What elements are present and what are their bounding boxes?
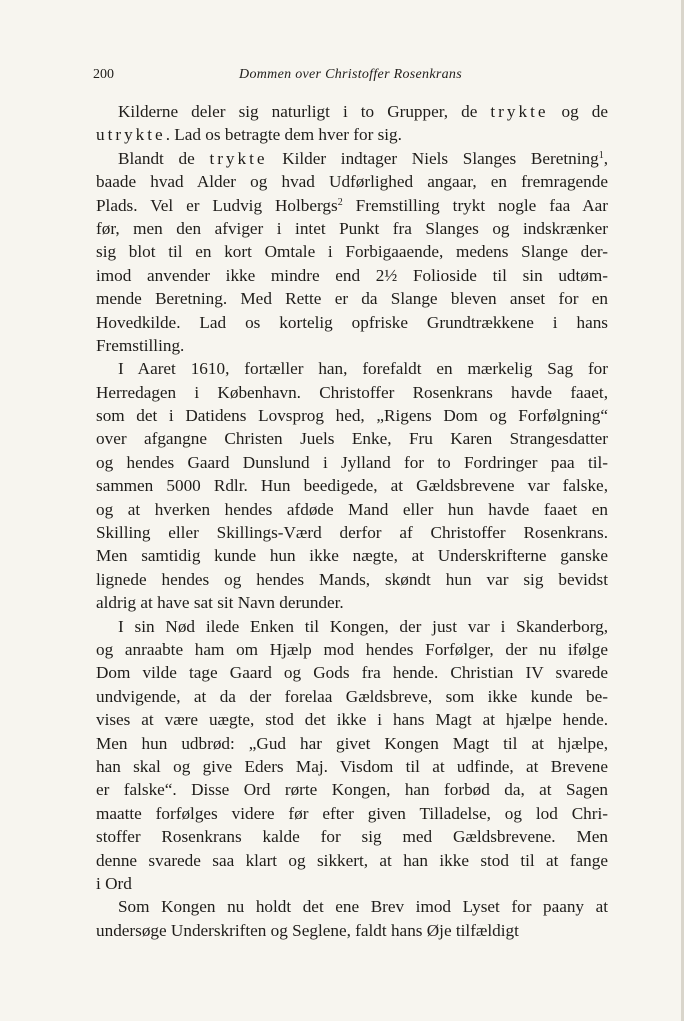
text-segment: , [603, 148, 608, 168]
text-segment: Herredagen i København. Christoffer Rosenkrans havde faaet, [96, 382, 608, 402]
text-line [96, 334, 608, 357]
text-line [96, 825, 608, 848]
text-line [96, 194, 608, 217]
spaced-word: utrykte [96, 125, 166, 145]
text-line [96, 708, 608, 731]
text-line [96, 802, 608, 825]
text-line [96, 615, 608, 638]
text-segment: som det i Datidens Lovsprog hed, „Rigens Dom og Forfølgning“ [96, 406, 608, 426]
text-line [96, 427, 608, 450]
text-segment: aldrig at have sat sit Navn derunder. [96, 593, 344, 613]
text-segment: maatte forfølges videre før efter given Tilladelse, og lod Chri- [96, 803, 608, 823]
text-segment: stoffer Rosenkrans kalde for sig med Gældsbrevene. Men [96, 827, 608, 847]
text-line [96, 311, 608, 334]
text-segment: Hovedkilde. Lad os kortelig opfriske Grundtrækkene i hans [96, 312, 608, 332]
text-segment: før, men den afviger i intet Punkt fra Slanges og indskrænker [96, 218, 608, 238]
text-segment: baade hvad Alder og hvad Udførlighed angaar, en fremragende [96, 172, 608, 192]
text-line [96, 895, 608, 918]
text-line [96, 217, 608, 240]
text-line [96, 474, 608, 497]
text-line [96, 170, 608, 193]
text-segment: Plads. Vel er Ludvig Holbergs [96, 195, 338, 215]
text-segment: undersøge Underskriften og Seglene, faldt hans Øje tilfældigt [96, 920, 519, 940]
text-line [96, 544, 608, 567]
text-segment: vises at være uægte, stod det ikke i hans Magt at hjælpe hende. [96, 710, 608, 730]
text-line [96, 357, 608, 380]
text-segment: sig blot til en kort Omtale i Forbigaaende, medens Slange der- [96, 242, 608, 262]
paragraph [96, 147, 608, 358]
text-segment: Kilderne deler sig naturligt i to Grupper, de [118, 102, 491, 121]
text-segment: Skilling eller Skillings-Værd derfor af Christoffer Rosenkrans. [96, 523, 608, 543]
paragraph [96, 357, 608, 614]
text-segment: over afgangne Christen Juels Enke, Fru Karen Strangesdatter [96, 429, 608, 449]
text-line [96, 778, 608, 801]
page-number: 200 [93, 67, 114, 82]
text-segment: og anraabte ham om Hjælp mod hendes Forfølger, der nu ifølge [96, 639, 608, 659]
text-line [96, 849, 608, 872]
text-line [96, 264, 608, 287]
text-segment: Fremstilling trykt nogle faa Aar [342, 195, 608, 215]
text-segment: denne svarede saa klart og sikkert, at han ikke stod til at fange [96, 850, 608, 870]
text-segment: Men samtidig kunde hun ikke nægte, at Underskrifterne ganske [96, 546, 608, 566]
text-segment: imod anvender ikke mindre end 2½ Folioside til sin udtøm- [96, 265, 608, 285]
text-line [96, 498, 608, 521]
text-line [96, 872, 608, 895]
text-segment: Dom vilde tage Gaard og Gods fra hende. Christian IV svarede [96, 663, 608, 683]
text-segment: han skal og give Eders Maj. Visdom til at udfinde, at Brevene [96, 756, 608, 776]
text-segment: og de [548, 102, 608, 121]
spaced-word: trykte [490, 102, 549, 121]
text-line [96, 147, 608, 170]
text-line [96, 521, 608, 544]
footnote-marker: 2 [337, 196, 343, 208]
text-line [96, 685, 608, 708]
running-title: Dommen over Christoffer Rosenkrans [239, 67, 462, 82]
text-segment: og hendes Gaard Dunslund i Jylland for to Fordringer paa til- [96, 452, 608, 472]
text-line [96, 591, 608, 614]
text-line [96, 240, 608, 263]
text-line [96, 404, 608, 427]
paragraph [96, 615, 608, 896]
text-line [96, 755, 608, 778]
text-segment: Fremstilling. [96, 335, 185, 355]
text-segment: I sin Nød ilede Enken til Kongen, der just var i Skanderborg, [118, 616, 608, 636]
paragraph [96, 100, 608, 147]
text-line [96, 381, 608, 404]
text-line [96, 451, 608, 474]
text-segment: lignede hendes og hendes Mands, skøndt hun var sig bevidst [96, 569, 608, 589]
text-line [96, 100, 608, 123]
text-segment: sammen 5000 Rdlr. Hun beedigede, at Gældsbrevene var falske, [96, 476, 608, 496]
text-segment: Men hun udbrød: „Gud har givet Kongen Magt til at hjælpe, [96, 733, 608, 753]
text-line [96, 123, 608, 146]
text-segment: er falske“. Disse Ord rørte Kongen, han forbød da, at Sagen [96, 780, 608, 800]
text-segment: I Aaret 1610, fortæller han, forefaldt en mærkelig Sag for [118, 359, 608, 379]
text-segment: . Lad os betragte dem hver for sig. [165, 125, 402, 145]
body-text [96, 100, 608, 942]
text-segment: og at hverken hendes afdøde Mand eller hun havde faaet en [96, 499, 608, 519]
spaced-word: trykte [209, 148, 268, 168]
text-line [96, 287, 608, 310]
text-segment: undvigende, at da der forelaa Gældsbreve, som ikke kunde be- [96, 686, 608, 706]
text-line [96, 638, 608, 661]
text-line [96, 661, 608, 684]
text-segment: Blandt de [118, 148, 210, 168]
text-line [96, 568, 608, 591]
text-segment: Kilder indtager Niels Slanges Beretning [267, 148, 599, 168]
text-segment: i Ord [96, 873, 132, 893]
text-segment: mende Beretning. Med Rette er da Slange bleven anset for en [96, 289, 608, 309]
paragraph [96, 895, 608, 942]
text-line [96, 919, 608, 942]
text-line [96, 732, 608, 755]
footnote-marker: 1 [598, 149, 604, 161]
text-segment: Som Kongen nu holdt det ene Brev imod Lyset for paany at [118, 897, 608, 917]
